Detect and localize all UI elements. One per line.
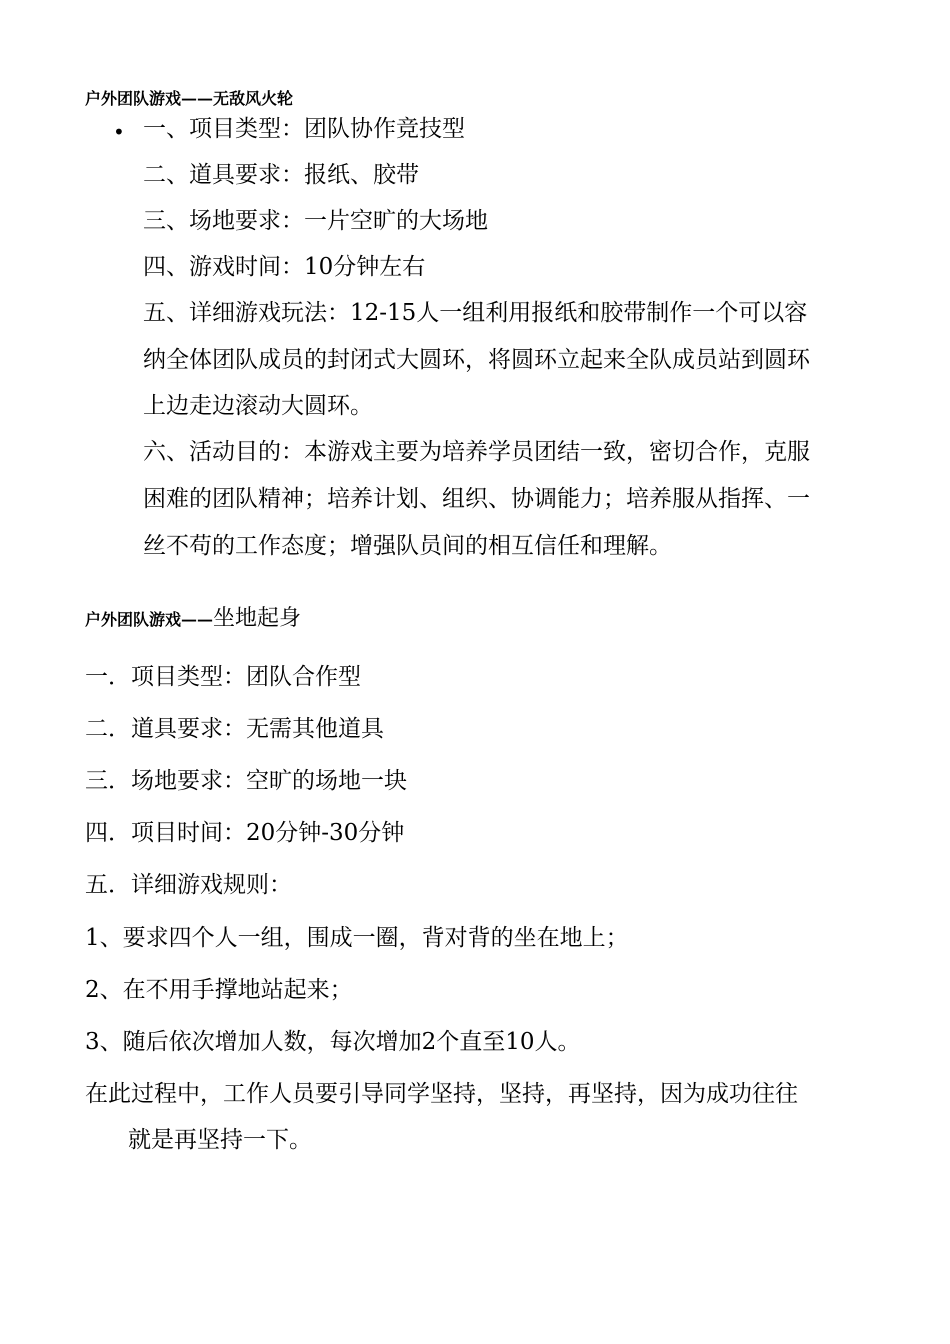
section2-line: 2、在不用手撑地站起来； xyxy=(85,977,353,1003)
section2-line: 在此过程中，工作人员要引导同学坚持，坚持，再坚持，因为成功往往 xyxy=(85,1081,798,1107)
section1-line: 一、项目类型：团队协作竞技型 xyxy=(143,116,465,142)
section2-line: 就是再坚持一下。 xyxy=(128,1127,312,1153)
section2-line: 3、随后依次增加人数，每次增加2个直至10人。 xyxy=(85,1029,581,1055)
section1-line: 上边走边滚动大圆环。 xyxy=(143,393,373,419)
section1-line: 丝不苟的工作态度；增强队员间的相互信任和理解。 xyxy=(143,533,672,559)
bullet-icon: • xyxy=(113,120,125,144)
section2-line: 五．详细游戏规则： xyxy=(85,872,292,898)
section1-line: 五、详细游戏玩法：12-15人一组利用报纸和胶带制作一个可以容 xyxy=(143,300,808,326)
section2-title-plain: 坐地起身 xyxy=(213,606,302,631)
section2-line: 1、要求四个人一组，围成一圈，背对背的坐在地上； xyxy=(85,925,629,951)
section2-line: 四．项目时间：20分钟-30分钟 xyxy=(85,820,405,846)
section2-line: 一．项目类型：团队合作型 xyxy=(85,664,361,690)
section2-line: 二．道具要求：无需其他道具 xyxy=(85,716,384,742)
section2-title xyxy=(85,601,301,632)
section1-line: 六、活动目的：本游戏主要为培养学员团结一致，密切合作，克服 xyxy=(143,439,810,465)
section1-line: 纳全体团队成员的封闭式大圆环，将圆环立起来全队成员站到圆环 xyxy=(143,347,810,373)
section1-line: 四、游戏时间：10分钟左右 xyxy=(143,254,426,280)
section2-title-bold: 户外团队游戏—— xyxy=(85,610,214,629)
section2-line: 三．场地要求：空旷的场地一块 xyxy=(85,768,407,794)
section1-line: 困难的团队精神；培养计划、组织、协调能力；培养服从指挥、一 xyxy=(143,486,810,512)
section1-line: 三、场地要求：一片空旷的大场地 xyxy=(143,208,488,234)
section1-title: 户外团队游戏——无敌风火轮 xyxy=(85,89,294,108)
section1-line: 二、道具要求：报纸、胶带 xyxy=(143,162,419,188)
